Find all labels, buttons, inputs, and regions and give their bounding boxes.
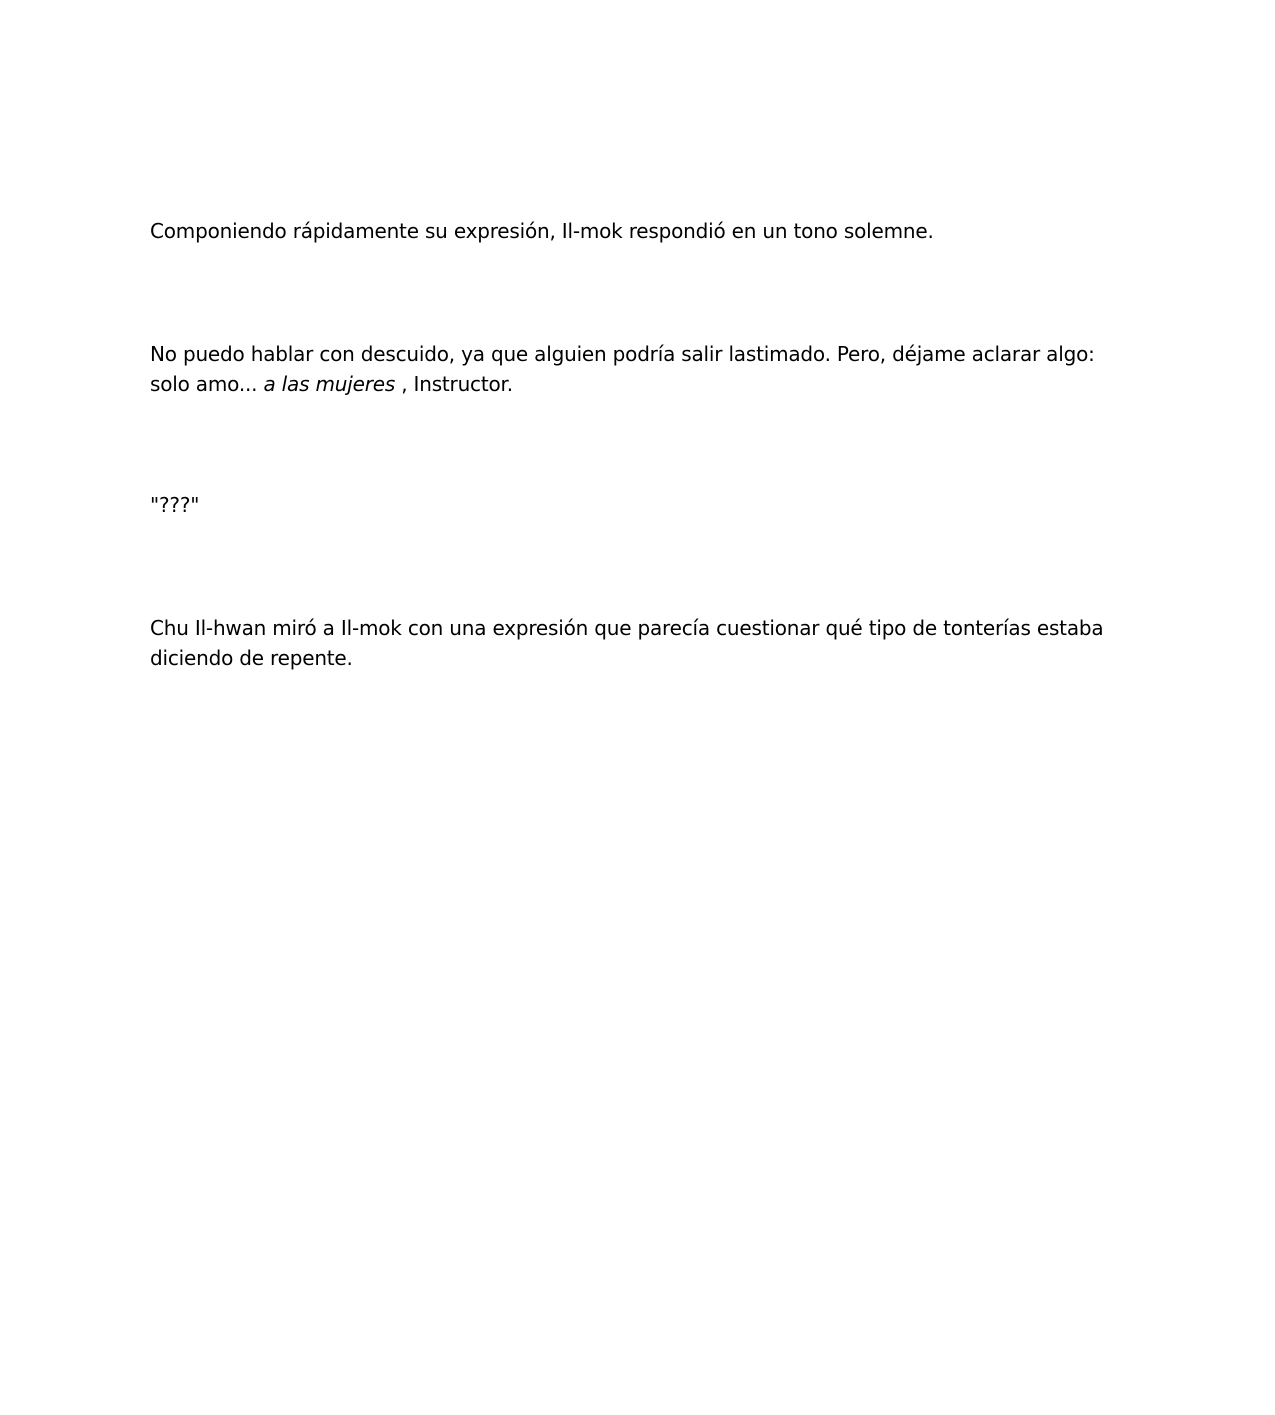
paragraph-dialogue-2: "???"	[150, 493, 200, 517]
dialogue-emphasis: a las mujeres	[263, 372, 396, 396]
paragraph-narration-2: Chu Il-hwan miró a Il-mok con una expresión que parecía cuestionar qué tipo de tonterías estaba diciendo de repente.	[150, 616, 1104, 670]
dialogue-text-end: , Instructor.	[395, 372, 513, 396]
paragraph-narration-1: Componiendo rápidamente su expresión, Il-mok respondió en un tono solemne.	[150, 219, 934, 243]
dialogue-text-start: No puedo hablar con descuido, ya que alguien podría salir lastimado. Pero, déjame aclarar algo: solo amo...	[150, 342, 1095, 396]
paragraph-dialogue-1	[150, 339, 1140, 399]
